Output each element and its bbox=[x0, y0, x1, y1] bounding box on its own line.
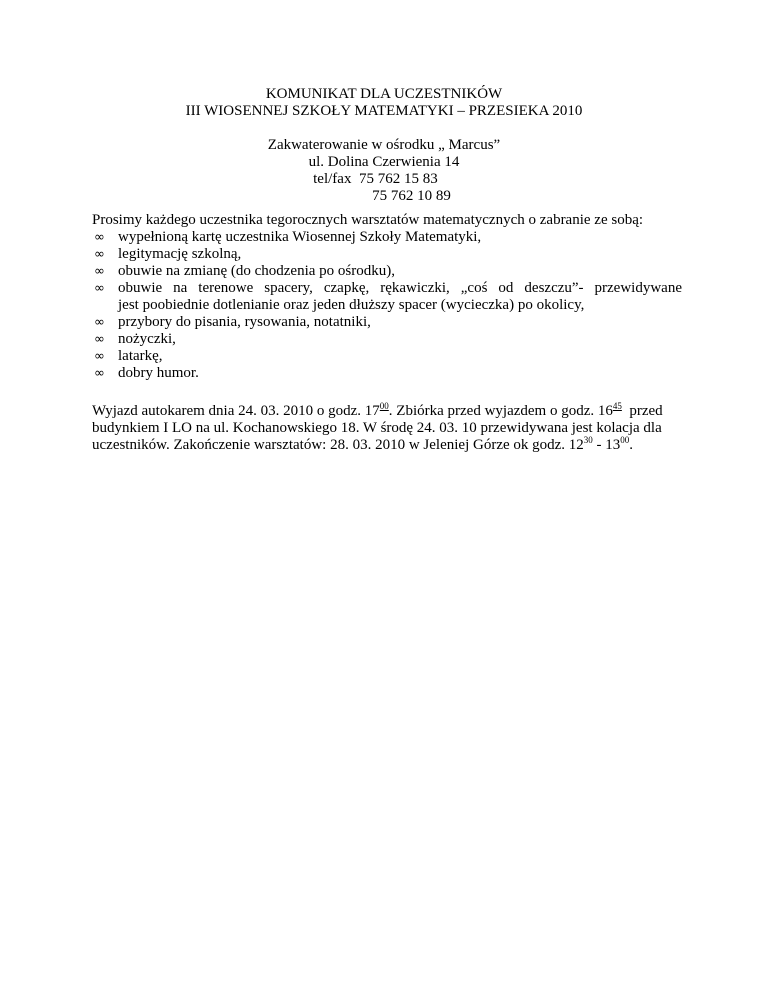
list-item-text-continued: jest poobiednie dotlenianie oraz jeden dłuższy spacer (wycieczka) po okolicy, bbox=[118, 297, 585, 313]
closing-text: uczestników. Zakończenie warsztatów: 28. 03. 2010 w Jeleniej Górze ok godz. 12 bbox=[92, 437, 584, 453]
list-item-text: legitymację szkolną, bbox=[118, 246, 242, 262]
list-item-text: obuwie na terenowe spacery, czapkę, rękawiczki, „coś od deszczu”- przewidywane bbox=[118, 280, 682, 296]
items-list bbox=[92, 229, 682, 382]
intro-text: Prosimy każdego uczestnika tegorocznych warsztatów matematycznych o zabranie ze sobą: bbox=[92, 212, 644, 228]
list-item-text: przybory do pisania, rysowania, notatniki, bbox=[118, 314, 371, 330]
accommodation-venue: Zakwaterowanie w ośrodku „ Marcus” bbox=[267, 137, 501, 153]
infinity-bullet-icon: ∞ bbox=[94, 366, 105, 381]
list-item-text: obuwie na zmianę (do chodzenia po ośrodku), bbox=[118, 263, 395, 279]
accommodation-info bbox=[0, 137, 768, 205]
closing-dash: - 13 bbox=[592, 437, 621, 453]
list-item bbox=[92, 348, 682, 365]
list-item-text: dobry humor. bbox=[118, 365, 199, 381]
phone-number-2: 75 762 10 89 bbox=[372, 188, 451, 204]
accommodation-street: ul. Dolina Czerwienia 14 bbox=[308, 154, 460, 170]
infinity-bullet-icon: ∞ bbox=[94, 247, 105, 262]
list-item bbox=[92, 280, 682, 314]
departure-paragraph bbox=[92, 403, 681, 454]
closing-period: . bbox=[629, 437, 634, 453]
infinity-bullet-icon: ∞ bbox=[94, 315, 105, 330]
list-item bbox=[92, 331, 682, 348]
phone-label: tel/fax bbox=[313, 171, 352, 187]
infinity-bullet-icon: ∞ bbox=[94, 332, 105, 347]
phone-number-1: 75 762 15 83 bbox=[358, 171, 438, 187]
list-item-text: nożyczki, bbox=[118, 331, 176, 347]
gathering-text: . Zbiórka przed wyjazdem o godz. 16 bbox=[388, 403, 613, 419]
departure-text: Wyjazd autokarem dnia 24. 03. 2010 o godz. 17 bbox=[92, 403, 380, 419]
infinity-bullet-icon: ∞ bbox=[94, 349, 105, 364]
closing-end-minutes: 00 bbox=[620, 435, 630, 445]
list-item bbox=[92, 246, 682, 263]
list-item bbox=[92, 365, 682, 382]
departure-line-1 bbox=[92, 403, 681, 420]
closing-start-minutes: 30 bbox=[583, 435, 593, 445]
list-item-text: wypełnioną kartę uczestnika Wiosennej Szkoły Matematyki, bbox=[118, 229, 482, 245]
title-line-2: III WIOSENNEJ SZKOŁY MATEMATYKI – PRZESIEKA 2010 bbox=[185, 103, 583, 119]
gathering-minutes: 45 bbox=[612, 401, 622, 411]
title-line-1: KOMUNIKAT DLA UCZESTNIKÓW bbox=[265, 86, 503, 102]
departure-line-3 bbox=[92, 437, 681, 454]
list-item bbox=[92, 229, 682, 246]
list-item-text: latarkę, bbox=[118, 348, 163, 364]
infinity-bullet-icon: ∞ bbox=[94, 264, 105, 279]
departure-line-2: budynkiem I LO na ul. Kochanowskiego 18. W środę 24. 03. 10 przewidywana jest kolacja dla bbox=[92, 420, 662, 436]
departure-minutes: 00 bbox=[379, 401, 389, 411]
infinity-bullet-icon: ∞ bbox=[94, 230, 105, 245]
document-title bbox=[0, 86, 768, 120]
phone-line-1 bbox=[313, 171, 451, 188]
list-item bbox=[92, 314, 682, 331]
infinity-bullet-icon: ∞ bbox=[94, 281, 105, 296]
phone-block bbox=[313, 171, 451, 205]
location-text-start: przed bbox=[621, 403, 663, 419]
list-item bbox=[92, 263, 682, 280]
